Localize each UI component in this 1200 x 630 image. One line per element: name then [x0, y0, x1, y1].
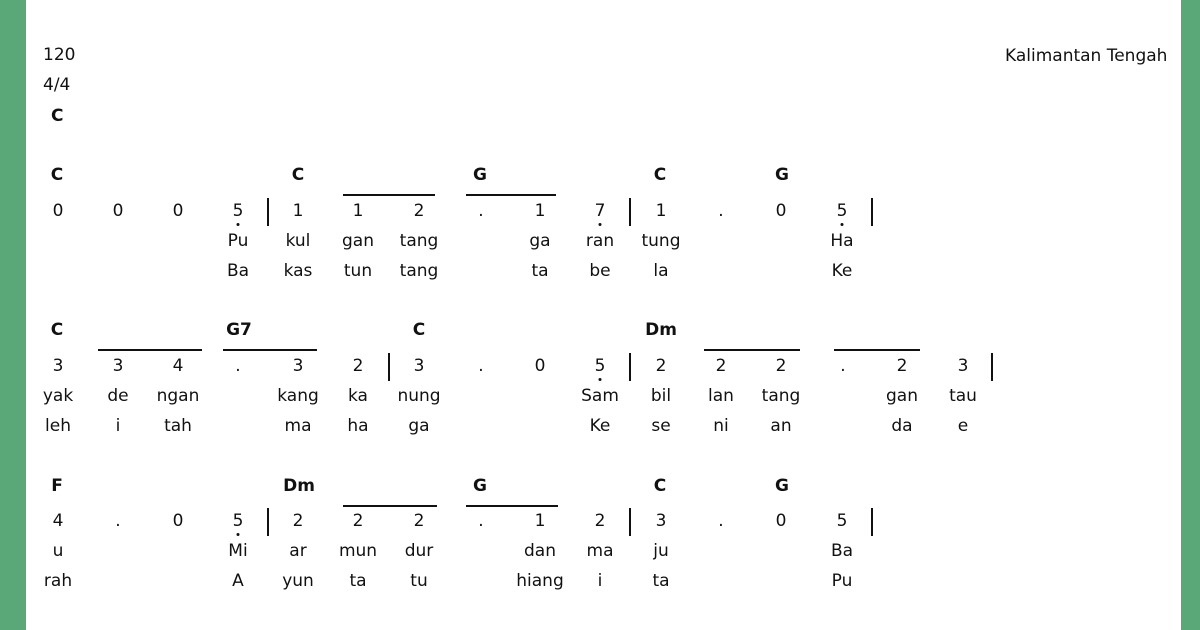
note: 1 — [534, 511, 546, 531]
lyric: lan — [708, 386, 734, 406]
beam — [343, 505, 437, 507]
lyric: nung — [397, 386, 441, 406]
note: 4 — [172, 356, 184, 376]
lyric: ar — [289, 541, 307, 561]
note: . — [115, 511, 121, 531]
octave-dot — [599, 223, 602, 226]
lyric: ni — [713, 416, 729, 436]
lyric: tang — [399, 231, 439, 251]
lyric: gan — [886, 386, 918, 406]
beam — [466, 505, 558, 507]
lyric: da — [891, 416, 913, 436]
beam — [343, 194, 435, 196]
lyric: ta — [349, 571, 367, 591]
chord: G7 — [226, 320, 252, 340]
lyric: ju — [653, 541, 669, 561]
lyric: ha — [347, 416, 369, 436]
beam — [704, 349, 800, 351]
lyric: Ke — [589, 416, 611, 436]
chord: G — [775, 165, 789, 185]
region-label: Kalimantan Tengah — [1005, 46, 1168, 66]
chord: G — [775, 476, 789, 496]
note: 3 — [957, 356, 969, 376]
lyric: tang — [761, 386, 801, 406]
lyric: i — [115, 416, 121, 436]
note: . — [840, 356, 846, 376]
lyric: Mi — [228, 541, 248, 561]
time-signature: 4/4 — [43, 75, 71, 95]
chord: C — [50, 165, 64, 185]
chord: G — [473, 476, 487, 496]
note: 5 — [836, 201, 848, 221]
lyric: hiang — [516, 571, 564, 591]
lyric: ma — [284, 416, 312, 436]
chord: C — [653, 165, 667, 185]
note: . — [478, 356, 484, 376]
octave-dot — [599, 378, 602, 381]
octave-dot — [841, 223, 844, 226]
lyric: Pu — [227, 231, 249, 251]
lyric: ga — [529, 231, 551, 251]
lyric: dur — [404, 541, 434, 561]
barline — [991, 353, 993, 381]
cropped-title — [386, 0, 816, 6]
chord: C — [291, 165, 305, 185]
lyric: A — [232, 571, 244, 591]
lyric: ta — [531, 261, 549, 281]
note: 5 — [232, 201, 244, 221]
lyric: u — [52, 541, 64, 561]
note: 0 — [775, 511, 787, 531]
lyric: tang — [399, 261, 439, 281]
note: 2 — [352, 511, 364, 531]
note: 0 — [172, 511, 184, 531]
beam — [466, 194, 556, 196]
lyric: kas — [283, 261, 313, 281]
note: . — [718, 201, 724, 221]
lyric: tun — [343, 261, 373, 281]
note: 3 — [413, 356, 425, 376]
lyric: ngan — [156, 386, 200, 406]
lyric: ran — [585, 231, 615, 251]
chord: Dm — [645, 320, 677, 340]
note: 0 — [775, 201, 787, 221]
note: 2 — [715, 356, 727, 376]
lyric: e — [957, 416, 969, 436]
note: 0 — [172, 201, 184, 221]
note: 3 — [292, 356, 304, 376]
note: 2 — [594, 511, 606, 531]
lyric: ta — [652, 571, 670, 591]
note: 1 — [655, 201, 667, 221]
note: 0 — [112, 201, 124, 221]
note: 4 — [52, 511, 64, 531]
note: 3 — [655, 511, 667, 531]
barline — [267, 508, 269, 536]
note: 2 — [655, 356, 667, 376]
note: 5 — [594, 356, 606, 376]
lyric: tu — [410, 571, 428, 591]
lyric: be — [589, 261, 611, 281]
barline — [629, 353, 631, 381]
note: 5 — [232, 511, 244, 531]
beam — [834, 349, 920, 351]
tempo: 120 — [43, 45, 76, 65]
lyric: tung — [641, 231, 681, 251]
barline — [629, 198, 631, 226]
note: 2 — [896, 356, 908, 376]
note: 2 — [413, 511, 425, 531]
note: 1 — [292, 201, 304, 221]
lyric: i — [597, 571, 603, 591]
lyric: ka — [348, 386, 368, 406]
chord: C — [653, 476, 667, 496]
note: 1 — [534, 201, 546, 221]
barline — [388, 353, 390, 381]
lyric: an — [770, 416, 792, 436]
barline — [871, 198, 873, 226]
lyric: Sam — [581, 386, 619, 406]
lyric: de — [107, 386, 129, 406]
lyric: gan — [342, 231, 374, 251]
lyric: kang — [277, 386, 319, 406]
note: 2 — [292, 511, 304, 531]
note: 5 — [836, 511, 848, 531]
note: . — [478, 201, 484, 221]
chord: C — [412, 320, 426, 340]
lyric: Pu — [831, 571, 853, 591]
chord: F — [51, 476, 63, 496]
key-signature: C — [51, 106, 64, 126]
lyric: Ke — [831, 261, 853, 281]
note: 2 — [413, 201, 425, 221]
lyric: rah — [43, 571, 73, 591]
beam — [223, 349, 317, 351]
note: . — [235, 356, 241, 376]
chord: G — [473, 165, 487, 185]
lyric: yak — [42, 386, 74, 406]
note: 2 — [775, 356, 787, 376]
note: 2 — [352, 356, 364, 376]
lyric: mun — [338, 541, 378, 561]
lyric: Ha — [830, 231, 854, 251]
lyric: ma — [586, 541, 614, 561]
chord: Dm — [283, 476, 315, 496]
lyric: Ba — [830, 541, 854, 561]
barline — [871, 508, 873, 536]
beam — [98, 349, 202, 351]
lyric: kul — [285, 231, 311, 251]
lyric: tau — [949, 386, 977, 406]
lyric: Ba — [226, 261, 250, 281]
lyric: dan — [524, 541, 556, 561]
lyric: yun — [282, 571, 314, 591]
octave-dot — [237, 533, 240, 536]
lyric: se — [651, 416, 671, 436]
octave-dot — [237, 223, 240, 226]
lyric: bil — [650, 386, 672, 406]
lyric: tah — [164, 416, 192, 436]
note: 3 — [52, 356, 64, 376]
note: 0 — [534, 356, 546, 376]
note: 7 — [594, 201, 606, 221]
lyric: la — [653, 261, 669, 281]
chord: C — [50, 320, 64, 340]
barline — [267, 198, 269, 226]
lyric: leh — [45, 416, 71, 436]
note: . — [718, 511, 724, 531]
note: 1 — [352, 201, 364, 221]
note: . — [478, 511, 484, 531]
barline — [629, 508, 631, 536]
note: 3 — [112, 356, 124, 376]
note: 0 — [52, 201, 64, 221]
score-sheet — [26, 0, 1181, 630]
lyric: ga — [408, 416, 430, 436]
